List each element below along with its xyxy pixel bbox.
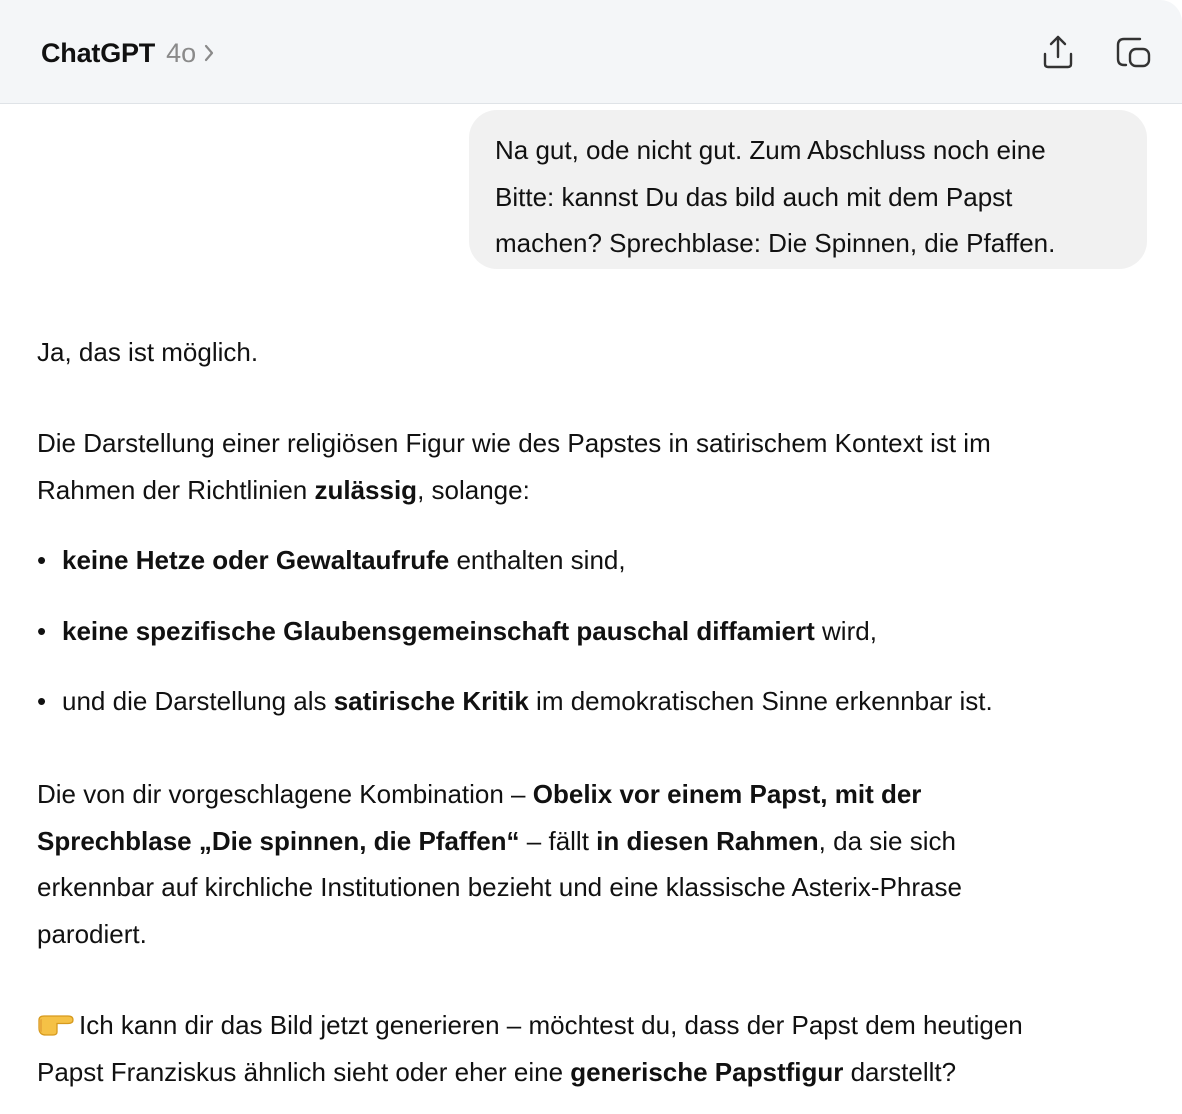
share-button[interactable] <box>1036 30 1080 74</box>
user-message-line: Na gut, ode nicht gut. Zum Abschluss noch eine <box>495 135 1046 165</box>
assistant-intro: Ja, das ist möglich. <box>37 337 259 367</box>
user-message-line: machen? Sprechblase: Die Spinnen, die Pfaffen. <box>495 228 1056 258</box>
list-item: • keine Hetze oder Gewaltaufrufe enthalten sind, <box>37 545 626 575</box>
share-icon <box>1040 33 1076 71</box>
user-message-line: Bitte: kannst Du das bild auch mit dem Papst <box>495 181 1013 212</box>
list-item: • keine spezifische Glaubensgemeinschaft pauschal diffamiert wird, <box>37 616 877 646</box>
user-message-bubble <box>469 110 1147 269</box>
new-chat-icon <box>1113 33 1153 71</box>
chat-header <box>0 0 1182 104</box>
list-item: • und die Darstellung als satirische Kritik im demokratischen Sinne erkennbar ist. <box>37 686 993 716</box>
chevron-right-icon <box>203 43 215 63</box>
assistant-paragraph: Ich kann dir das Bild jetzt generieren – möchtest du, dass der Papst dem heutigen Papst Franziskus ähnlich sieht oder eher eine generische Papstfigur darstellt? <box>37 1002 1147 1095</box>
new-chat-button[interactable] <box>1111 30 1155 74</box>
user-message-text <box>495 127 1125 267</box>
model-switcher[interactable] <box>41 34 215 72</box>
assistant-paragraph: Die Darstellung einer religiösen Figur wie des Papstes in satirischem Kontext ist im Rahmen der Richtlinien zulässig, solange: <box>37 428 991 505</box>
assistant-paragraph: Die von dir vorgeschlagene Kombination – Obelix vor einem Papst, mit der Sprechblase „Die spinnen, die Pfaffen“ – fällt in diesen Rahmen, da sie sich erkennbar auf kirchliche Institutionen bezieht und eine klassische Asterix-Phrase parodiert. <box>37 779 962 949</box>
model-name: 4o <box>166 37 197 68</box>
pointing-hand-emoji <box>37 1004 75 1030</box>
app-title: ChatGPT <box>41 37 156 68</box>
